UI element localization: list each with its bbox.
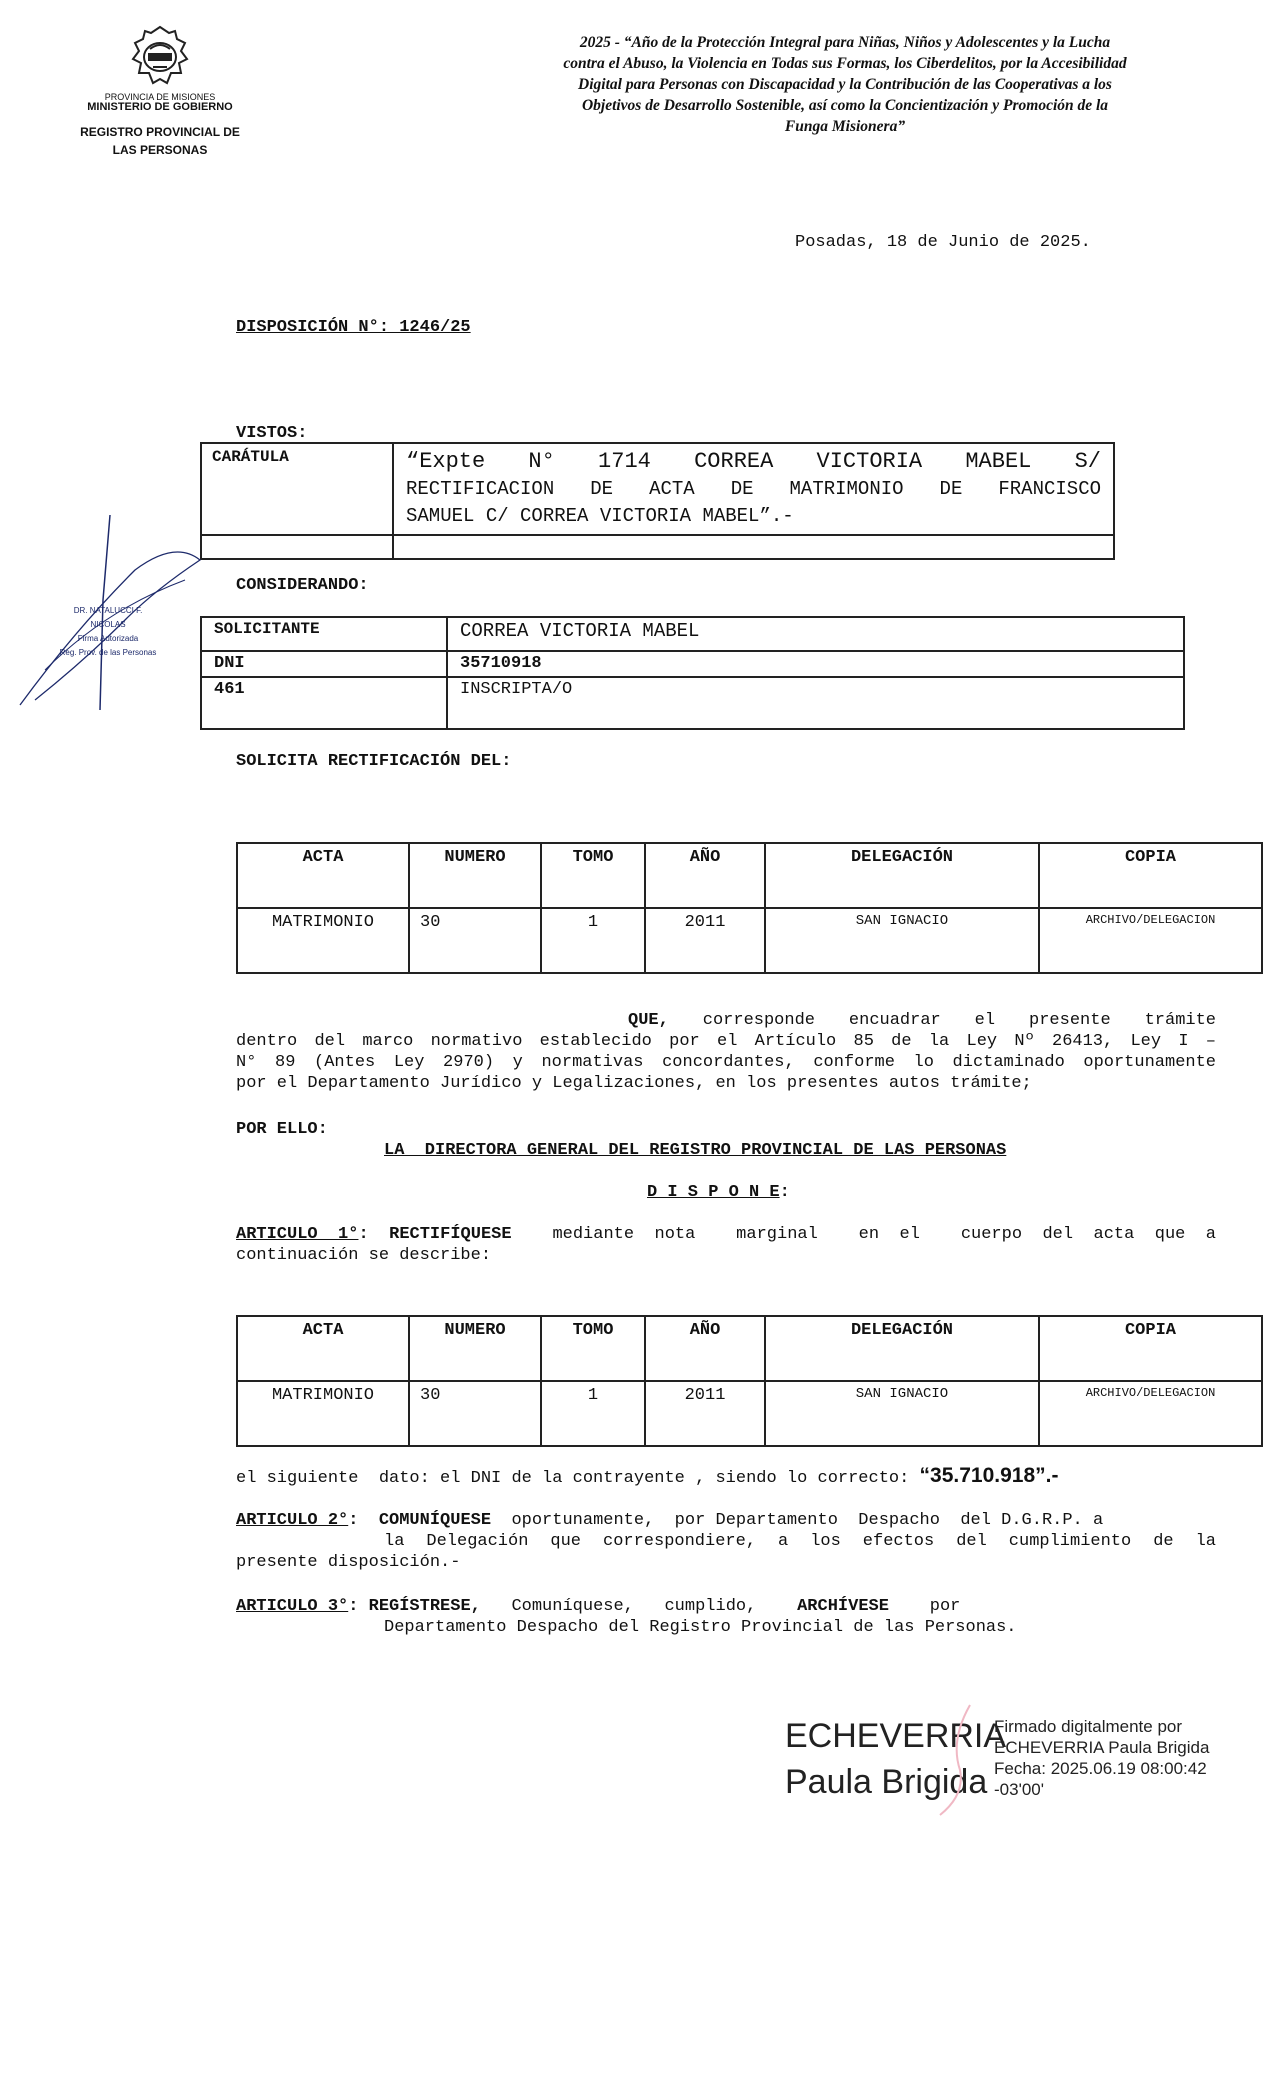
institution-logo-block bbox=[70, 25, 250, 159]
acta-table-request bbox=[236, 842, 1263, 974]
table-row bbox=[237, 908, 1262, 973]
caratula-line: “Expte N° 1714 CORREA VICTORIA MABEL S/ bbox=[406, 449, 1101, 474]
col-header-delegacion: DELEGACIÓN bbox=[765, 1316, 1039, 1381]
col-header-acta: ACTA bbox=[237, 1316, 409, 1381]
registry-name: REGISTRO PROVINCIAL DE LAS PERSONAS bbox=[80, 125, 240, 157]
articulo-2: ARTICULO 2°: COMUNÍQUESE oportunamente, por Departamento Despacho del D.G.R.P. a la Delegación que correspondiere, a los efectos del cumplimiento de la presente disposición.- bbox=[236, 1511, 1216, 1572]
caratula-value-cell bbox=[393, 443, 1114, 535]
signer-name: ECHEVERRIA Paula Brigida bbox=[785, 1717, 1007, 1801]
dni-label: DNI bbox=[201, 651, 447, 677]
cell-copia: ARCHIVO/DELEGACION bbox=[1039, 1381, 1262, 1446]
cell-tomo: 1 bbox=[541, 908, 645, 973]
cell-tomo: 1 bbox=[541, 1381, 645, 1446]
crest-province-text: PROVINCIA DE MISIONES bbox=[104, 92, 216, 102]
applicant-name: CORREA VICTORIA MABEL bbox=[447, 617, 1184, 651]
solicita-heading: SOLICITA RECTIFICACIÓN DEL: bbox=[236, 752, 512, 771]
articulo-1: ARTICULO 1°: RECTIFÍQUESE mediante nota marginal en el cuerpo del acta que a continuación se describe: bbox=[236, 1225, 1217, 1265]
col-header-numero: NUMERO bbox=[409, 843, 541, 908]
code-label: 461 bbox=[201, 677, 447, 729]
col-header-tomo: TOMO bbox=[541, 843, 645, 908]
cell-anio: 2011 bbox=[645, 1381, 765, 1446]
col-header-delegacion: DELEGACIÓN bbox=[765, 843, 1039, 908]
code-value: INSCRIPTA/O bbox=[447, 677, 1184, 729]
signature-flourish-icon bbox=[930, 1700, 990, 1820]
cell-numero: 30 bbox=[409, 1381, 541, 1446]
cell-numero: 30 bbox=[409, 908, 541, 973]
col-header-anio: AÑO bbox=[645, 843, 765, 908]
authorized-stamp: DR. NATALUCCI F. NICOLAS Firma Autorizada Reg. Prov. de las Personas bbox=[59, 606, 157, 657]
applicant-table bbox=[200, 616, 1185, 730]
cell-copia: ARCHIVO/DELEGACION bbox=[1039, 908, 1262, 973]
directora-heading: LA DIRECTORA GENERAL DEL REGISTRO PROVINCIAL DE LAS PERSONAS bbox=[384, 1141, 1007, 1160]
considerando-heading: CONSIDERANDO: bbox=[236, 576, 369, 595]
crest-ministry-text: MINISTERIO DE GOBIERNO bbox=[87, 101, 233, 113]
table-row bbox=[237, 1381, 1262, 1446]
caratula-empty-cell bbox=[201, 535, 393, 559]
vistos-heading: VISTOS: bbox=[236, 424, 308, 443]
col-header-copia: COPIA bbox=[1039, 1316, 1262, 1381]
cell-acta: MATRIMONIO bbox=[237, 1381, 409, 1446]
digital-signature-info: Firmado digitalmente por ECHEVERRIA Paula Brigida Fecha: 2025.06.19 08:00:42 -03'00' bbox=[994, 1717, 1210, 1799]
caratula-label-cell: CARÁTULA bbox=[201, 443, 393, 535]
caratula-empty-cell bbox=[393, 535, 1114, 559]
acta-table-rectify bbox=[236, 1315, 1263, 1447]
col-header-copia: COPIA bbox=[1039, 843, 1262, 908]
cell-delegacion: SAN IGNACIO bbox=[765, 908, 1039, 973]
caratula-line: SAMUEL C/ CORREA VICTORIA MABEL”.- bbox=[406, 505, 794, 527]
col-header-tomo: TOMO bbox=[541, 1316, 645, 1381]
provincial-crest-icon bbox=[125, 25, 195, 87]
cell-anio: 2011 bbox=[645, 908, 765, 973]
caratula-line: RECTIFICACION DE ACTA DE MATRIMONIO DE FRANCISCO bbox=[406, 478, 1101, 500]
col-header-anio: AÑO bbox=[645, 1316, 765, 1381]
col-header-numero: NUMERO bbox=[409, 1316, 541, 1381]
header-motto: 2025 - “Año de la Protección Integral para Niñas, Niños y Adolescentes y la Lucha contra el Abuso, la Violencia en Todas sus Formas, los Ciberdelitos, por la Accesibilidad Digital para Personas con Discapacidad y la Contribución de las Cooperativas a los Objetivos de Desarrollo Sostenible, así como la Concientización y Promoción de la Funga Misionera” bbox=[563, 34, 1127, 135]
dni-value: 35710918 bbox=[447, 651, 1184, 677]
caratula-table bbox=[200, 442, 1115, 560]
applicant-label: SOLICITANTE bbox=[201, 617, 447, 651]
corrected-data-line: el siguiente dato: el DNI de la contrayente , siendo lo correcto: “35.710.918”.- bbox=[236, 1464, 1059, 1488]
cell-delegacion: SAN IGNACIO bbox=[765, 1381, 1039, 1446]
corrected-dni-value: “35.710.918”.- bbox=[919, 1464, 1059, 1487]
articulo-3: ARTICULO 3°: REGÍSTRESE, Comuníquese, cumplido, ARCHÍVESE por Departamento Despacho del Registro Provincial de las Personas. bbox=[236, 1597, 1017, 1637]
que-paragraph: QUE, corresponde encuadrar el presente trámite dentro del marco normativo establecido por el Artículo 85 de la Ley Nº 26413, Ley I – N° 89 (Antes Ley 2970) y normativas concordantes, conforme lo dictaminado oportunamente por el Departamento Jurídico y Legalizaciones, en los presentes autos trámite; bbox=[236, 1011, 1216, 1093]
cell-acta: MATRIMONIO bbox=[237, 908, 409, 973]
place-date: Posadas, 18 de Junio de 2025. bbox=[795, 233, 1091, 252]
col-header-acta: ACTA bbox=[237, 843, 409, 908]
por-ello-heading: POR ELLO: bbox=[236, 1120, 328, 1139]
dispone-heading: D I S P O N E: bbox=[647, 1183, 790, 1202]
disposition-number: DISPOSICIÓN N°: 1246/25 bbox=[236, 318, 471, 337]
